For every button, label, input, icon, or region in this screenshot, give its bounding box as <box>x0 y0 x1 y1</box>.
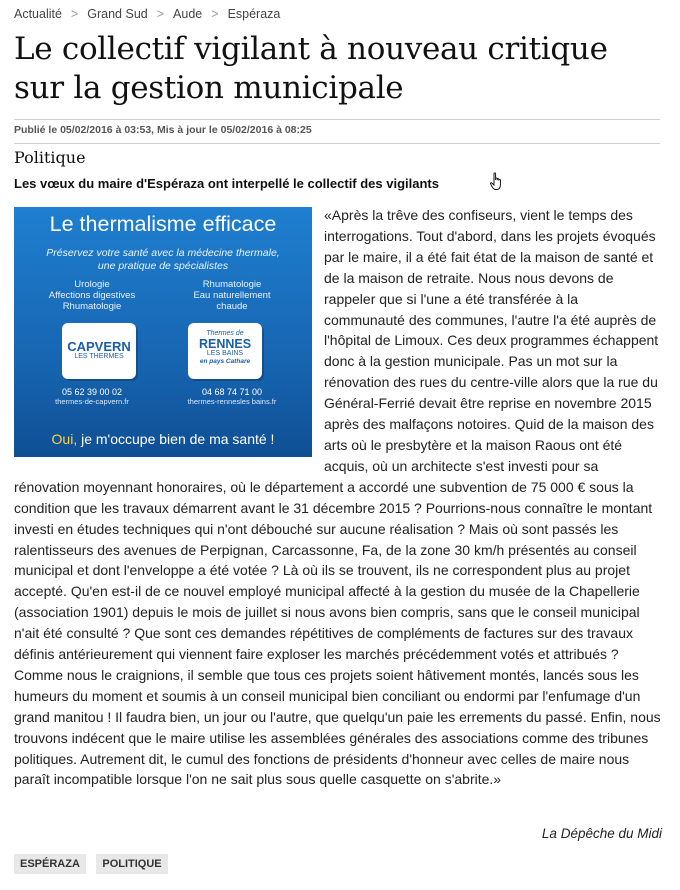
capvern-logo <box>62 323 136 379</box>
ad-text: Urologie <box>74 279 110 290</box>
ad-website: thermes-de-capvern.fr <box>55 397 129 406</box>
ad-phone: 05 62 39 00 02 <box>61 387 123 397</box>
ad-text: Affections digestives <box>48 290 136 301</box>
logo-text: LES THERMES <box>74 353 124 360</box>
ad-capvern-contact <box>22 387 162 407</box>
ad-text: Rhumatologie <box>62 301 122 312</box>
ad-website: thermes-rennesles bains.fr <box>187 397 277 406</box>
ad-phone: 04 68 74 71 00 <box>201 387 263 397</box>
breadcrumb-separator: > <box>156 7 165 21</box>
breadcrumb-item-aude[interactable]: Aude <box>173 7 203 21</box>
logo-text: CAPVERN <box>67 339 131 354</box>
divider <box>14 119 660 120</box>
advertisement-banner[interactable] <box>14 207 312 457</box>
ad-subtitle: une pratique de spécialistes <box>97 260 229 272</box>
ad-slogan-text: je m'occupe bien de ma santé ! <box>77 431 275 447</box>
logo-text: en pays Cathare <box>199 358 251 365</box>
logo-text: LES BAINS <box>206 350 244 357</box>
logo-text: RENNES <box>198 337 252 351</box>
publication-dates: Publié le 05/02/2016 à 03:53, Mis à jour le 05/02/2016 à 08:25 <box>14 124 312 136</box>
ad-headline: Le thermalisme efficace <box>49 212 277 236</box>
breadcrumb-separator: > <box>70 7 79 21</box>
article-body-text: «Après la trêve des confiseurs, vient le temps des interrogations. Tout d'abord, dans les projets évoqués par le maire, il a été fait état de la maison de santé et de la maison de retraite. Nous nous devons de rappeler que si l'une a été transférée à la communauté des communes, l'autre l'a été auprès de l'hôpital de Limoux. Ces deux programmes échappent donc à la gestion municipale. Pas un mot sur la rénovation des rues du centre-ville alors que la rue du Général-Ferrié devait être reprise en novembre 2015 après des malfaçons notoires. Quid de la maison des arts où le presbytère et la maison Raous ont été acquis, où un architecte s'est investi pour sa rénovation moyennant honoraires, où le département a accordé une subvention de 75 000 € sous la condition que les travaux démarrent avant le 31 décembre 2015 ? Pourrions-nous connaître le montant investi en études techniques qui n'ont débouché sur aucune réalisation ? Mais où sont passés les ralentisseurs des avenues de Perpignan, Carcassonne, Fa, de la zone 30 km/h présentés au conseil municipal et dont l'enveloppe a été votée ? Là où ils se trouvent, ils ne correspondent plus au projet accepté. Qu'en est-il de ce nouvel employé municipal affecté à la gestion du musée de la Chapellerie (association 1901) depuis le mois de juillet si nous avons bien compris, sans que le conseil municipal n'ait été consulté ? Que sont ces demandes répétitives de compléments de factures sur des travaux définis antérieurement qui viennent faire exploser les marchés précédemment votés et attribués ? Comme nous le craignions, il semble que tous ces projets soient hâtivement montés, lancés sous les humeurs du moment et soumis à un conseil municipal bien conciliant ou endormi par l'enfumage d'un grand manitou ! Il faudra bien, un jour ou l'autre, que quelqu'un paie les errements du passé. Enfin, nous trouvons indécent que le maire utilise les assemblées générales des associations comme des tribunes politiques. Autrement dit, le cumul des fonctions de présidents d'honneur avec celles de maire nous paraît incompatible lorsque l'on ne sait plus sous quelle casquette on s'abrite.» <box>14 207 661 788</box>
tag-esperaza[interactable]: ESPÉRAZA <box>14 854 86 874</box>
tag-politique[interactable]: POLITIQUE <box>96 854 167 874</box>
ad-rennes-specialties <box>162 279 302 312</box>
ad-text: chaude <box>216 301 248 312</box>
rennes-les-bains-logo <box>188 323 262 379</box>
ad-rennes-contact <box>162 387 302 407</box>
article-source: La Dépêche du Midi <box>541 826 662 841</box>
article-category: Politique <box>14 148 86 167</box>
ad-text: Eau naturellement <box>193 290 271 301</box>
breadcrumb-item-esperaza[interactable]: Espéraza <box>227 7 281 21</box>
tag-list <box>14 854 174 874</box>
breadcrumb-separator: > <box>211 7 219 21</box>
article-title: Le collectif vigilant à nouveau critique sur la gestion municipale <box>14 31 608 106</box>
logo-text: Thermes de <box>206 330 244 337</box>
breadcrumb-item-grand-sud[interactable]: Grand Sud <box>87 7 148 21</box>
breadcrumb-item-actualite[interactable]: Actualité <box>14 7 62 21</box>
hand-pointer-icon <box>490 172 504 192</box>
ad-slogan-accent: Oui, <box>51 431 78 447</box>
divider <box>14 143 660 144</box>
article-body <box>14 205 662 790</box>
ad-slogan <box>14 429 312 450</box>
ad-text: Rhumatologie <box>202 279 262 290</box>
article-lead: Les vœux du maire d'Espéraza ont interpellé le collectif des vigilants <box>14 176 439 191</box>
ad-subtitle: Préservez votre santé avec la médecine thermale, <box>46 247 280 259</box>
breadcrumb <box>14 7 280 21</box>
ad-capvern-specialties <box>22 279 162 312</box>
